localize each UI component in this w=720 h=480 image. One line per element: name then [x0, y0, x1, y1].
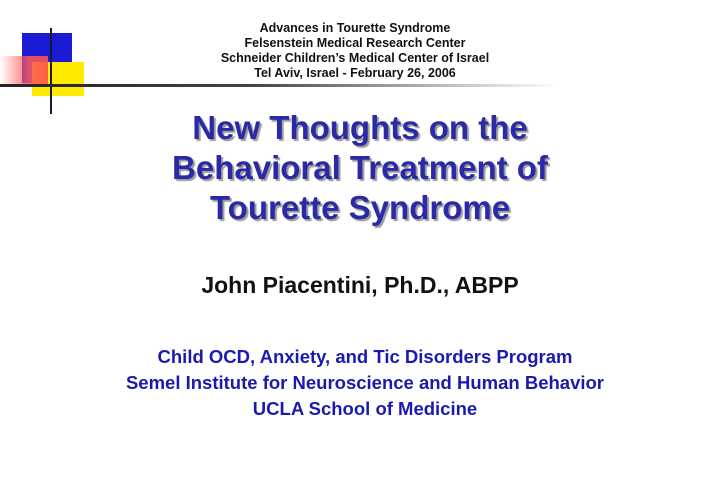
slide-title [100, 108, 620, 228]
affiliation-line-school: UCLA School of Medicine [252, 398, 478, 419]
affiliation-line-program: Child OCD, Anxiety, and Tic Disorders Program [157, 346, 573, 367]
author-name: John Piacentini, Ph.D., ABPP [201, 272, 519, 298]
header-line-hospital: Schneider Children’s Medical Center of Israel [220, 51, 490, 65]
header-line-event: Advances in Tourette Syndrome [259, 21, 451, 35]
decorative-horizontal-rule [0, 84, 560, 87]
header-line-location-date: Tel Aviv, Israel - February 26, 2006 [254, 66, 456, 80]
affiliation-line-institute: Semel Institute for Neuroscience and Human Behavior [125, 372, 605, 393]
title-line-2: Behavioral Treatment of [172, 149, 548, 186]
conference-header [180, 21, 530, 81]
title-line-1: New Thoughts on the [192, 109, 528, 146]
decorative-vertical-line [50, 28, 52, 114]
title-line-3: Tourette Syndrome [209, 189, 511, 226]
header-line-center: Felsenstein Medical Research Center [244, 36, 466, 50]
affiliation [40, 344, 690, 422]
decorative-red-gradient [0, 56, 48, 84]
